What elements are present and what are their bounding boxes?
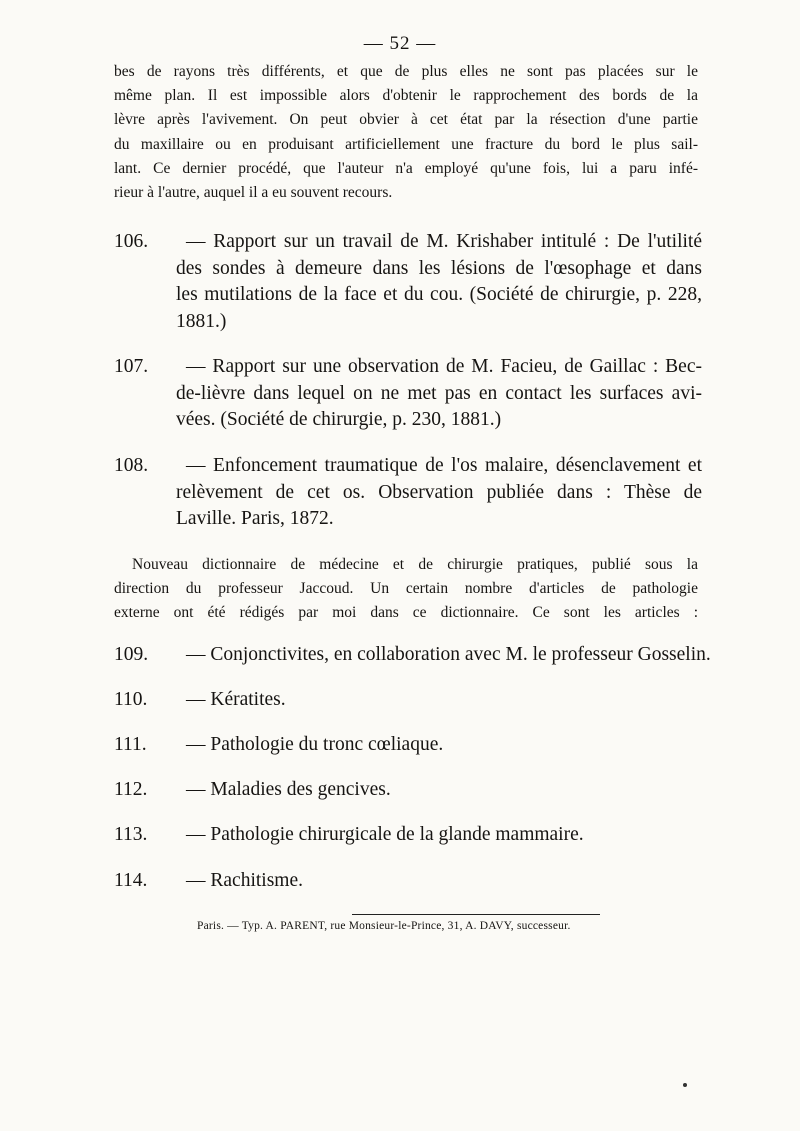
dictionary-line: direction du professeur Jaccoud. Un certain nombre d'articles de pathologie	[114, 580, 698, 597]
article-number: 112.	[114, 779, 148, 800]
entry-line: — Rapport sur une observation de M. Facieu, de Gaillac : Bec-	[186, 356, 702, 377]
entry-body	[176, 453, 702, 533]
entry-line: — Rapport sur un travail de M. Krishaber intitulé : De l'utilité	[186, 231, 702, 252]
entry-107	[114, 354, 702, 434]
dictionary-line: externe ont été rédigés par moi dans ce dictionnaire. Ce sont les articles :	[114, 604, 698, 621]
intro-paragraph	[114, 60, 698, 205]
article-title: — Conjonctivites, en collaboration avec M. le professeur Gosselin.	[186, 644, 711, 665]
entry-line: 1881.)	[176, 310, 227, 332]
article-114	[114, 868, 702, 895]
article-number: 113.	[114, 824, 148, 845]
entry-number: 108.	[114, 455, 149, 476]
entry-line: — Enfoncement traumatique de l'os malaire, désenclavement et	[186, 455, 702, 476]
page-number: — 52 —	[363, 33, 437, 54]
dictionary-line: Nouveau dictionnaire de médecine et de chirurgie pratiques, publié sous la	[132, 556, 698, 573]
article-title: — Pathologie du tronc cœliaque.	[186, 734, 444, 755]
article-title: — Kératites.	[186, 689, 286, 710]
entry-body	[176, 354, 702, 434]
entry-number: 107.	[114, 356, 149, 377]
article-title: — Pathologie chirurgicale de la glande mammaire.	[186, 824, 584, 845]
article-112	[114, 777, 702, 804]
article-111	[114, 732, 702, 759]
dictionary-paragraph	[114, 553, 698, 625]
article-number: 111.	[114, 734, 147, 755]
intro-line: même plan. Il est impossible alors d'obtenir le rapprochement des bords de la	[114, 87, 698, 105]
article-number: 114.	[114, 870, 148, 891]
intro-line: lant. Ce dernier procédé, que l'auteur n'a employé qu'une fois, lui a paru infé-	[114, 159, 698, 177]
entry-line: des sondes à demeure dans les lésions de l'œsophage et dans	[176, 257, 702, 279]
intro-line: rieur à l'autre, auquel il a eu souvent recours.	[114, 184, 393, 202]
entry-line: les mutilations de la face et du cou. (Société de chirurgie, p. 228,	[176, 284, 702, 305]
entry-line: Laville. Paris, 1872.	[176, 508, 334, 529]
ink-speck	[683, 1083, 687, 1087]
article-110	[114, 687, 702, 714]
footer-rule	[352, 914, 600, 915]
article-number: 110.	[114, 689, 148, 710]
intro-line: du maxillaire ou en produisant artificiellement une fracture du bord le plus sail-	[114, 135, 698, 153]
entry-body	[176, 229, 702, 335]
entry-108	[114, 453, 702, 533]
entry-number: 106.	[114, 231, 149, 252]
entry-line: de-lièvre dans lequel on ne met pas en contact les surfaces avi-	[176, 382, 702, 404]
entry-line: vées. (Société de chirurgie, p. 230, 1881.)	[176, 409, 502, 430]
entry-106	[114, 229, 702, 335]
article-113	[114, 822, 702, 849]
article-title: — Maladies des gencives.	[186, 779, 391, 800]
article-number: 109.	[114, 644, 149, 665]
intro-line: bes de rayons très différents, et que de plus elles ne sont pas placées sur le	[114, 63, 698, 80]
intro-line: lèvre après l'avivement. On peut obvier à cet état par la résection d'une partie	[114, 111, 698, 129]
article-109	[114, 642, 711, 669]
entry-line: relèvement de cet os. Observation publiée dans : Thèse de	[176, 481, 702, 503]
printer-imprint: Paris. — Typ. A. PARENT, rue Monsieur-le-Prince, 31, A. DAVY, successeur.	[197, 920, 571, 932]
article-title: — Rachitisme.	[186, 870, 303, 891]
